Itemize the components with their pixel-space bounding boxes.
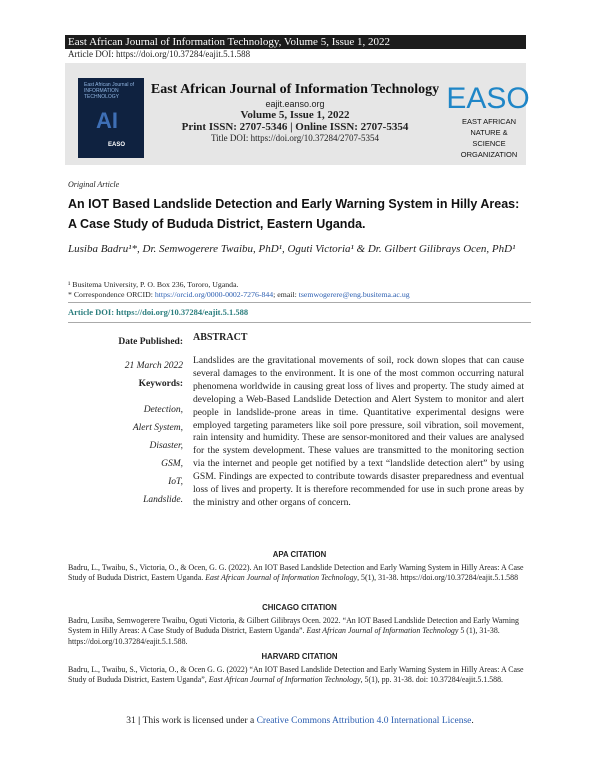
keywords-label: Keywords: — [138, 379, 183, 389]
date-published-label: Date Published: — [118, 337, 183, 347]
journal-header-bar: East African Journal of Information Technology, Volume 5, Issue 1, 2022 — [65, 35, 526, 49]
header-article-doi: Article DOI: https://doi.org/10.37284/eajit.5.1.588 — [68, 49, 251, 59]
apa-heading: APA CITATION — [272, 550, 327, 559]
footer-separator: | — [135, 716, 143, 726]
easo-logo-text: EASO — [446, 82, 530, 115]
email-link[interactable]: tsemwogerere@eng.busitema.ac.ug — [298, 290, 410, 299]
organization-name — [449, 116, 529, 160]
orcid-link[interactable]: https://orcid.org/0000-0002-7276-844 — [154, 290, 274, 299]
abstract-heading: ABSTRACT — [193, 332, 248, 343]
divider — [68, 322, 531, 323]
harvard-citation — [68, 652, 531, 686]
date-published: 21 March 2022 — [124, 361, 183, 371]
license-text: This work is licensed under a — [142, 716, 257, 726]
chicago-journal: East African Journal of Information Technology — [306, 626, 459, 635]
org-line-4: ORGANIZATION — [460, 150, 518, 159]
journal-info — [150, 82, 440, 143]
cover-ai-graphic: AI — [96, 108, 118, 133]
journal-cover-image — [78, 78, 144, 158]
journal-issn: Print ISSN: 2707-5346 | Online ISSN: 2707-5354 — [181, 121, 409, 133]
journal-volume: Volume 5, Issue 1, 2022 — [240, 109, 350, 121]
abstract-text: Landslides are the gravitational movements of soil, rock down slopes that can cause several damages to the environment. It is one of the most common occurring natural phenomena worldwide in causing great loss of lives and property. The study aimed at developing a Web-Based Landslide Detection and Alert System to monitor and alert people in landslide-prone areas in time. Quantitative experimental designs were employed targeting parameters like soil pore pressure, soil vibration, soil movement, rain intensity and humidity. These are sensor-monitored and their values are analysed for the system development. These values are transmitted to the monitoring section via the internet and people get notified by a text “landslide detection alert” by using GSM. Findings are expected to contribute towards disaster preparedness and eventual loss of lives and property. It is therefore recommended for use in such prone areas by the ministry and other organs of concern. — [193, 355, 524, 508]
apa-text-end: , 5(1), 31-38. https://doi.org/10.37284/eajit.5.1.588 — [357, 573, 519, 582]
email-prefix: ; email: — [273, 290, 299, 299]
authors: Lusiba Badru¹*, Dr. Semwogerere Twaibu, PhD¹, Oguti Victoria¹ & Dr. Gilbert Gilibrays Ocen, PhD¹ — [68, 243, 516, 255]
article-metadata — [68, 333, 183, 509]
correspondence — [68, 290, 538, 300]
apa-citation — [68, 550, 531, 584]
chicago-heading: CHICAGO CITATION — [262, 603, 337, 612]
journal-name: East African Journal of Information Technology — [150, 82, 440, 97]
apa-journal: East African Journal of Information Technology — [205, 573, 358, 582]
article-title-line-1: An IOT Based Landslide Detection and Early Warning System in Hilly Areas: — [68, 197, 520, 211]
harvard-text: Badru, L., Twaibu, S., Victoria, O., & Ocen G. G. (2022) “An IOT Based Landslide Detection and Early Warning System in Hilly Areas: A Case Study of Bududa District, Eastern Uganda”, — [68, 664, 524, 684]
org-line-3: SCIENCE — [472, 139, 506, 148]
keyword: GSM, — [161, 459, 183, 469]
journal-site[interactable]: eajit.eanso.org — [265, 99, 325, 109]
org-line-2: NATURE & — [470, 128, 508, 137]
license-link[interactable]: Creative Commons Attribution 4.0 International License — [256, 716, 472, 726]
article-title — [68, 194, 538, 234]
chicago-citation — [68, 603, 531, 647]
keyword: Disaster, — [149, 441, 183, 451]
keyword: Alert System, — [132, 423, 183, 433]
cover-title: East African Journal of INFORMATION TECHNOLOGY — [84, 82, 135, 100]
keyword: Detection, — [143, 405, 183, 415]
cover-logo: EASO — [108, 142, 126, 148]
chicago-text: Badru, Lusiba, Semwogerere Twaibu, Oguti Victoria, & Gilbert Gilibrays Ocen. 2022. “An IOT Based Landslide Detection and Early Warning System in Hilly Areas: A Case Study of Bududa District, Eastern Uganda”. — [68, 615, 519, 635]
divider — [68, 302, 531, 303]
keyword: IoT, — [168, 477, 183, 487]
correspondence-prefix: * Correspondence ORCID: — [68, 290, 155, 299]
easo-logo-icon — [446, 79, 530, 115]
keyword: Landslide. — [143, 495, 183, 505]
harvard-text-end: , 5(1), pp. 31-38. doi: 10.37284/eajit.5.1.588. — [360, 675, 504, 684]
affiliation: ¹ Busitema University, P. O. Box 236, Tororo, Uganda. — [68, 280, 239, 289]
harvard-heading: HARVARD CITATION — [261, 652, 338, 661]
article-doi-link[interactable]: Article DOI: https://doi.org/10.37284/eajit.5.1.588 — [68, 307, 249, 317]
page-number: 31 — [126, 716, 136, 726]
page-footer — [0, 716, 600, 726]
article-title-line-2: A Case Study of Bududa District, Eastern Uganda. — [68, 217, 366, 231]
affiliations — [68, 280, 538, 300]
footer-end: . — [471, 716, 474, 726]
apa-text: Badru, L., Twaibu, S., Victoria, O., & Ocen, G. G. (2022). An IOT Based Landslide Detection and Early Warning System in Hilly Areas: A Case Study of Bududa District, Eastern Uganda. — [68, 562, 524, 582]
chicago-text-end: 5 (1), 31-38. https://doi.org/10.37284/eajit.5.1.588. — [68, 626, 500, 646]
journal-title-doi: Title DOI: https://doi.org/10.37284/2707-5354 — [210, 133, 379, 143]
org-line-1: EAST AFRICAN — [461, 117, 517, 126]
harvard-journal: East African Journal of Information Technology — [208, 675, 361, 684]
article-type: Original Article — [68, 180, 120, 189]
